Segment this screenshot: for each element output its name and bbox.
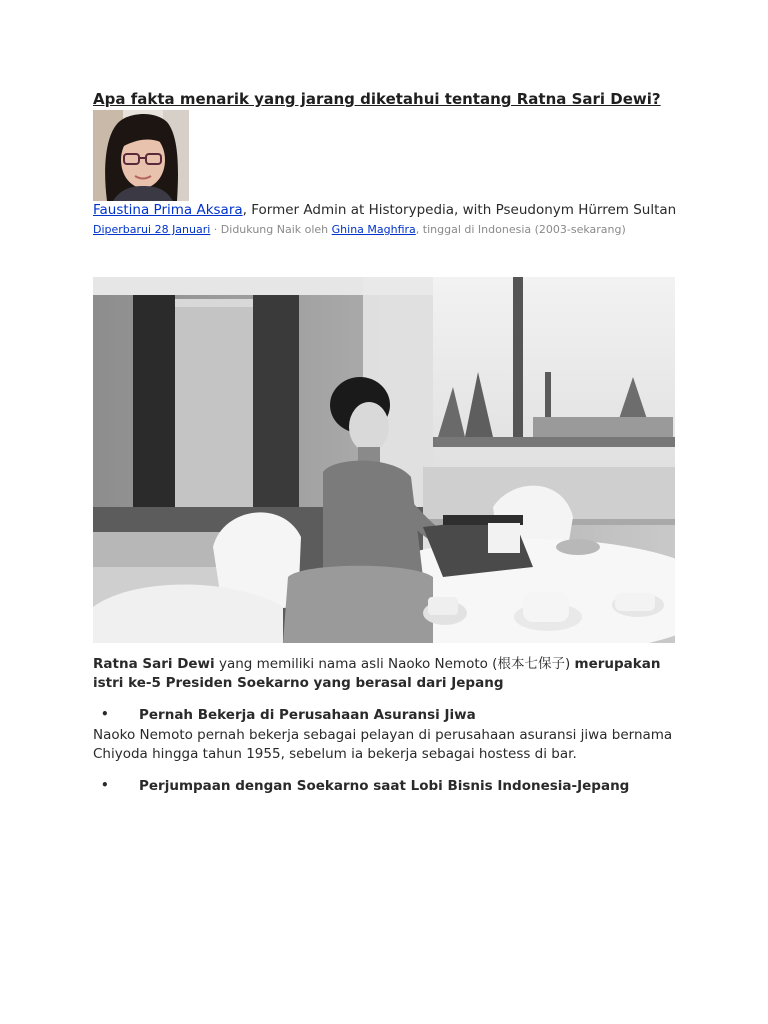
bullet-heading-perjumpaan: Perjumpaan dengan Soekarno saat Lobi Bisnis Indonesia-Jepang <box>139 778 630 794</box>
answer-meta <box>93 223 626 236</box>
bullet-marker: • <box>101 707 109 721</box>
author-avatar[interactable] <box>93 110 189 201</box>
asuransi-paragraph: Naoko Nemoto pernah bekerja sebagai pelayan di perusahaan asuransi jiwa bernama Chiyoda hingga tahun 1955, sebelum ia bekerja sebagai hostess di bar. <box>93 727 673 762</box>
ratna-sari-dewi-photo <box>93 277 675 643</box>
upvoter-location: , tinggal di Indonesia (2003-sekarang) <box>415 223 626 236</box>
intro-regular-text: yang memiliki nama asli Naoko Nemoto (根本七保子) <box>214 656 575 672</box>
bullet-heading-asuransi: Pernah Bekerja di Perusahaan Asuransi Jiwa <box>139 707 476 723</box>
intro-paragraph <box>93 655 675 693</box>
updated-date-link[interactable]: Diperbarui 28 Januari <box>93 223 211 236</box>
intro-bold-name: Ratna Sari Dewi <box>93 656 215 672</box>
list-item <box>93 707 675 726</box>
list-item <box>93 778 675 797</box>
intro-bold-tail: merupakan istri ke-5 Presiden Soekarno yang berasal dari Jepang <box>93 656 661 691</box>
author-credential: , Former Admin at Historypedia, with Pseudonym Hürrem Sultan <box>242 202 677 218</box>
upvoter-link[interactable]: Ghina Maghfira <box>331 223 416 236</box>
article-photo <box>93 277 675 643</box>
author-line <box>93 202 676 218</box>
question-title[interactable]: Apa fakta menarik yang jarang diketahui tentang Ratna Sari Dewi? <box>93 90 661 108</box>
author-name-link[interactable]: Faustina Prima Aksara <box>93 202 243 218</box>
bullet-marker: • <box>101 778 109 792</box>
upvoted-prefix: · Didukung Naik oleh <box>210 223 332 236</box>
author-avatar-image <box>93 110 189 201</box>
